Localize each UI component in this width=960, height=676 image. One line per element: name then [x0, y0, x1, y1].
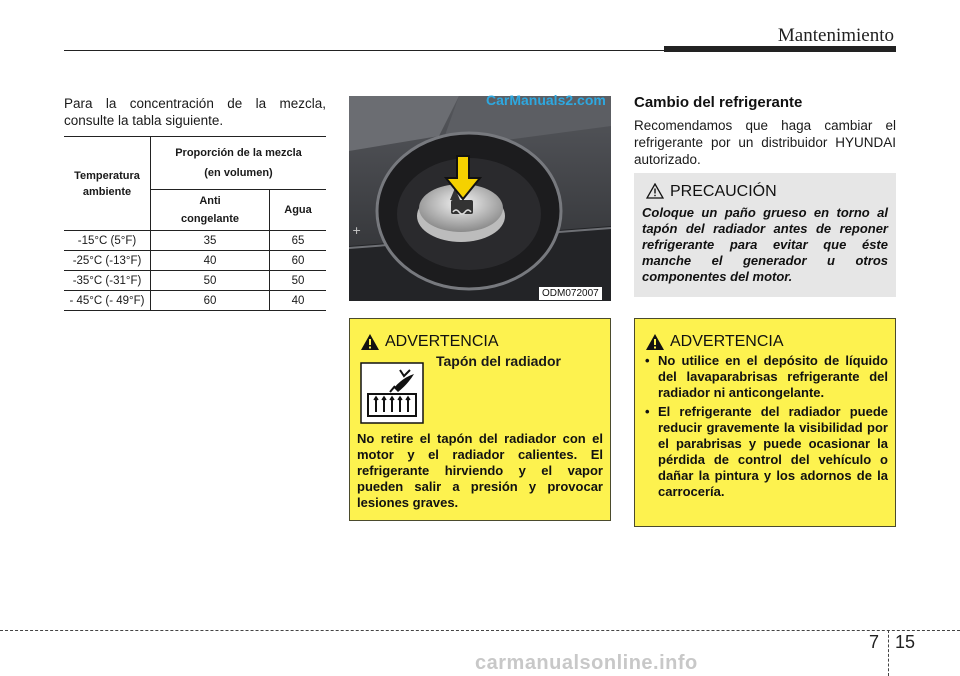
caution-title: PRECAUCIÓN — [670, 183, 777, 200]
intro-line-1: Para la concentración de la mezcla, — [64, 96, 326, 111]
mixture-table — [64, 136, 326, 311]
table-header-row — [64, 137, 326, 190]
header-anti-line-1: Anti — [199, 195, 221, 207]
radiator-cap-photo — [349, 96, 611, 301]
cell-water: 60 — [270, 251, 326, 271]
header-rule-bold — [664, 46, 896, 52]
footer-separator — [888, 630, 889, 676]
cell-anti: 60 — [151, 291, 270, 311]
warning-title: ADVERTENCIA — [670, 333, 784, 350]
table-row — [64, 291, 326, 311]
warning-list — [642, 353, 888, 503]
warning-triangle-icon — [645, 333, 665, 351]
caution-triangle-icon — [646, 183, 664, 199]
list-item: • No utilice en el depósito de líquido del lavaparabrisas refrigerante del radiador ni anticongelante. — [642, 353, 888, 401]
cell-temp: - 45°C (- 49°F) — [64, 291, 151, 311]
cell-water: 40 — [270, 291, 326, 311]
cell-temp: -35°C (-31°F) — [64, 271, 151, 291]
cell-water: 65 — [270, 231, 326, 251]
svg-text:+: + — [352, 224, 362, 237]
cell-temp: -25°C (-13°F) — [64, 251, 151, 271]
photo-caption: ODM072007 — [539, 287, 602, 300]
running-header-title: Mantenimiento — [777, 25, 894, 46]
cell-temp: -15°C (5°F) — [64, 231, 151, 251]
warning-triangle-icon — [360, 333, 380, 351]
header-rule — [64, 50, 664, 51]
section-title: Cambio del refrigerante — [634, 94, 803, 111]
warning-text: No retire el tapón del radiador con el motor y el radiador calientes. El refrigerante hirviendo y el vapor pueden salir a presión y provocar lesiones graves. — [357, 431, 603, 510]
table-row — [64, 231, 326, 251]
footer-rule — [0, 630, 960, 631]
header-anti-line-2: congelante — [180, 213, 240, 225]
cell-anti: 50 — [151, 271, 270, 291]
hot-coolant-icon — [360, 362, 424, 424]
page-number: 15 — [895, 632, 916, 652]
header-antifreeze — [151, 190, 270, 231]
cell-anti: 40 — [151, 251, 270, 271]
header-temperature: Temperatura ambiente — [64, 137, 151, 231]
list-item: • El refrigerante del radiador puede reducir gravemente la visibilidad por el parabrisas y puede ocasionar la pérdida de control del vehículo o dañar la pintura y los adornos de la carrocería. — [642, 404, 888, 500]
cell-anti: 35 — [151, 231, 270, 251]
warning-subtitle: Tapón del radiador — [436, 353, 561, 369]
table-row — [64, 271, 326, 291]
section-body: Recomendamos que haga cambiar el refrigerante por un distribuidor HYUNDAI autorizado. — [634, 118, 896, 167]
footer-watermark: carmanualsonline.info — [475, 652, 698, 674]
table-row — [64, 251, 326, 271]
header-ratio-line-2: (en volumen) — [204, 167, 273, 179]
header-ratio — [151, 137, 327, 190]
header-ratio-line-1: Proporción de la mezcla — [175, 147, 302, 159]
caution-text: Coloque un paño grueso en torno al tapón del radiador antes de reponer refrigerante para evitar que éste manche el generador u otros componentes del motor. — [642, 205, 888, 284]
intro-paragraph — [64, 95, 326, 129]
site-watermark: CarManuals2.com — [486, 92, 606, 108]
radiator-cap-illustration — [349, 96, 611, 301]
chapter-number: 7 — [869, 632, 880, 652]
cell-water: 50 — [270, 271, 326, 291]
header-water: Agua — [270, 190, 326, 231]
warning-title: ADVERTENCIA — [385, 333, 499, 350]
intro-line-2: consulte la tabla siguiente. — [64, 113, 224, 128]
